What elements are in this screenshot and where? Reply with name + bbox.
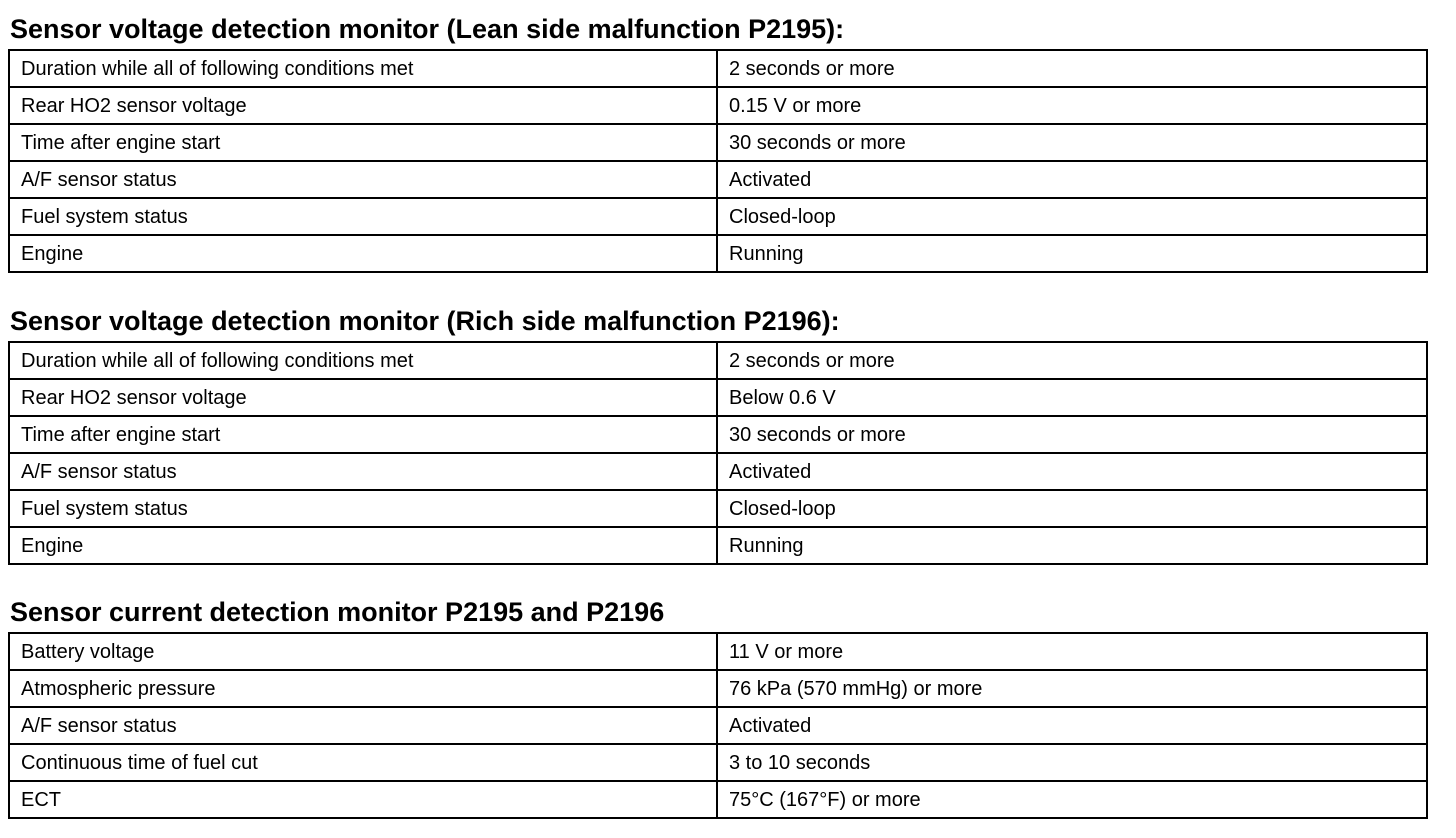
condition-cell: Battery voltage <box>9 633 717 670</box>
section-title-rich: Sensor voltage detection monitor (Rich side malfunction P2196): <box>10 306 840 336</box>
value-cell: 2 seconds or more <box>717 50 1427 87</box>
value-cell: 30 seconds or more <box>717 416 1427 453</box>
table-row <box>9 161 1427 198</box>
table-row <box>9 235 1427 272</box>
table-row <box>9 527 1427 564</box>
table-row <box>9 781 1427 818</box>
value-cell: 75°C (167°F) or more <box>717 781 1427 818</box>
conditions-table-rich <box>8 341 1428 565</box>
conditions-table-lean <box>8 49 1428 273</box>
condition-cell: Continuous time of fuel cut <box>9 744 717 781</box>
condition-cell: Rear HO2 sensor voltage <box>9 87 717 124</box>
condition-cell: ECT <box>9 781 717 818</box>
table-row <box>9 670 1427 707</box>
condition-cell: Duration while all of following conditions met <box>9 50 717 87</box>
table-row <box>9 124 1427 161</box>
section-title-lean: Sensor voltage detection monitor (Lean side malfunction P2195): <box>10 14 845 44</box>
value-cell: Running <box>717 235 1427 272</box>
condition-cell: A/F sensor status <box>9 707 717 744</box>
value-cell: Activated <box>717 161 1427 198</box>
condition-cell: Engine <box>9 527 717 564</box>
condition-cell: Fuel system status <box>9 198 717 235</box>
table-row <box>9 342 1427 379</box>
table-row <box>9 744 1427 781</box>
condition-cell: A/F sensor status <box>9 161 717 198</box>
table-row <box>9 87 1427 124</box>
table-row <box>9 707 1427 744</box>
table-row <box>9 490 1427 527</box>
condition-cell: Engine <box>9 235 717 272</box>
condition-cell: Fuel system status <box>9 490 717 527</box>
condition-cell: Rear HO2 sensor voltage <box>9 379 717 416</box>
condition-cell: Duration while all of following conditions met <box>9 342 717 379</box>
value-cell: 2 seconds or more <box>717 342 1427 379</box>
table-row <box>9 50 1427 87</box>
table-row <box>9 198 1427 235</box>
value-cell: Closed-loop <box>717 490 1427 527</box>
value-cell: Running <box>717 527 1427 564</box>
condition-cell: Time after engine start <box>9 416 717 453</box>
section-title-current: Sensor current detection monitor P2195 and P2196 <box>10 597 665 627</box>
value-cell: 3 to 10 seconds <box>717 744 1427 781</box>
value-cell: Activated <box>717 453 1427 490</box>
conditions-table-current <box>8 632 1428 819</box>
condition-cell: A/F sensor status <box>9 453 717 490</box>
table-row <box>9 379 1427 416</box>
value-cell: 0.15 V or more <box>717 87 1427 124</box>
table-row <box>9 453 1427 490</box>
value-cell: Closed-loop <box>717 198 1427 235</box>
value-cell: Below 0.6 V <box>717 379 1427 416</box>
value-cell: Activated <box>717 707 1427 744</box>
condition-cell: Time after engine start <box>9 124 717 161</box>
value-cell: 76 kPa (570 mmHg) or more <box>717 670 1427 707</box>
table-row <box>9 416 1427 453</box>
condition-cell: Atmospheric pressure <box>9 670 717 707</box>
value-cell: 30 seconds or more <box>717 124 1427 161</box>
value-cell: 11 V or more <box>717 633 1427 670</box>
table-row <box>9 633 1427 670</box>
